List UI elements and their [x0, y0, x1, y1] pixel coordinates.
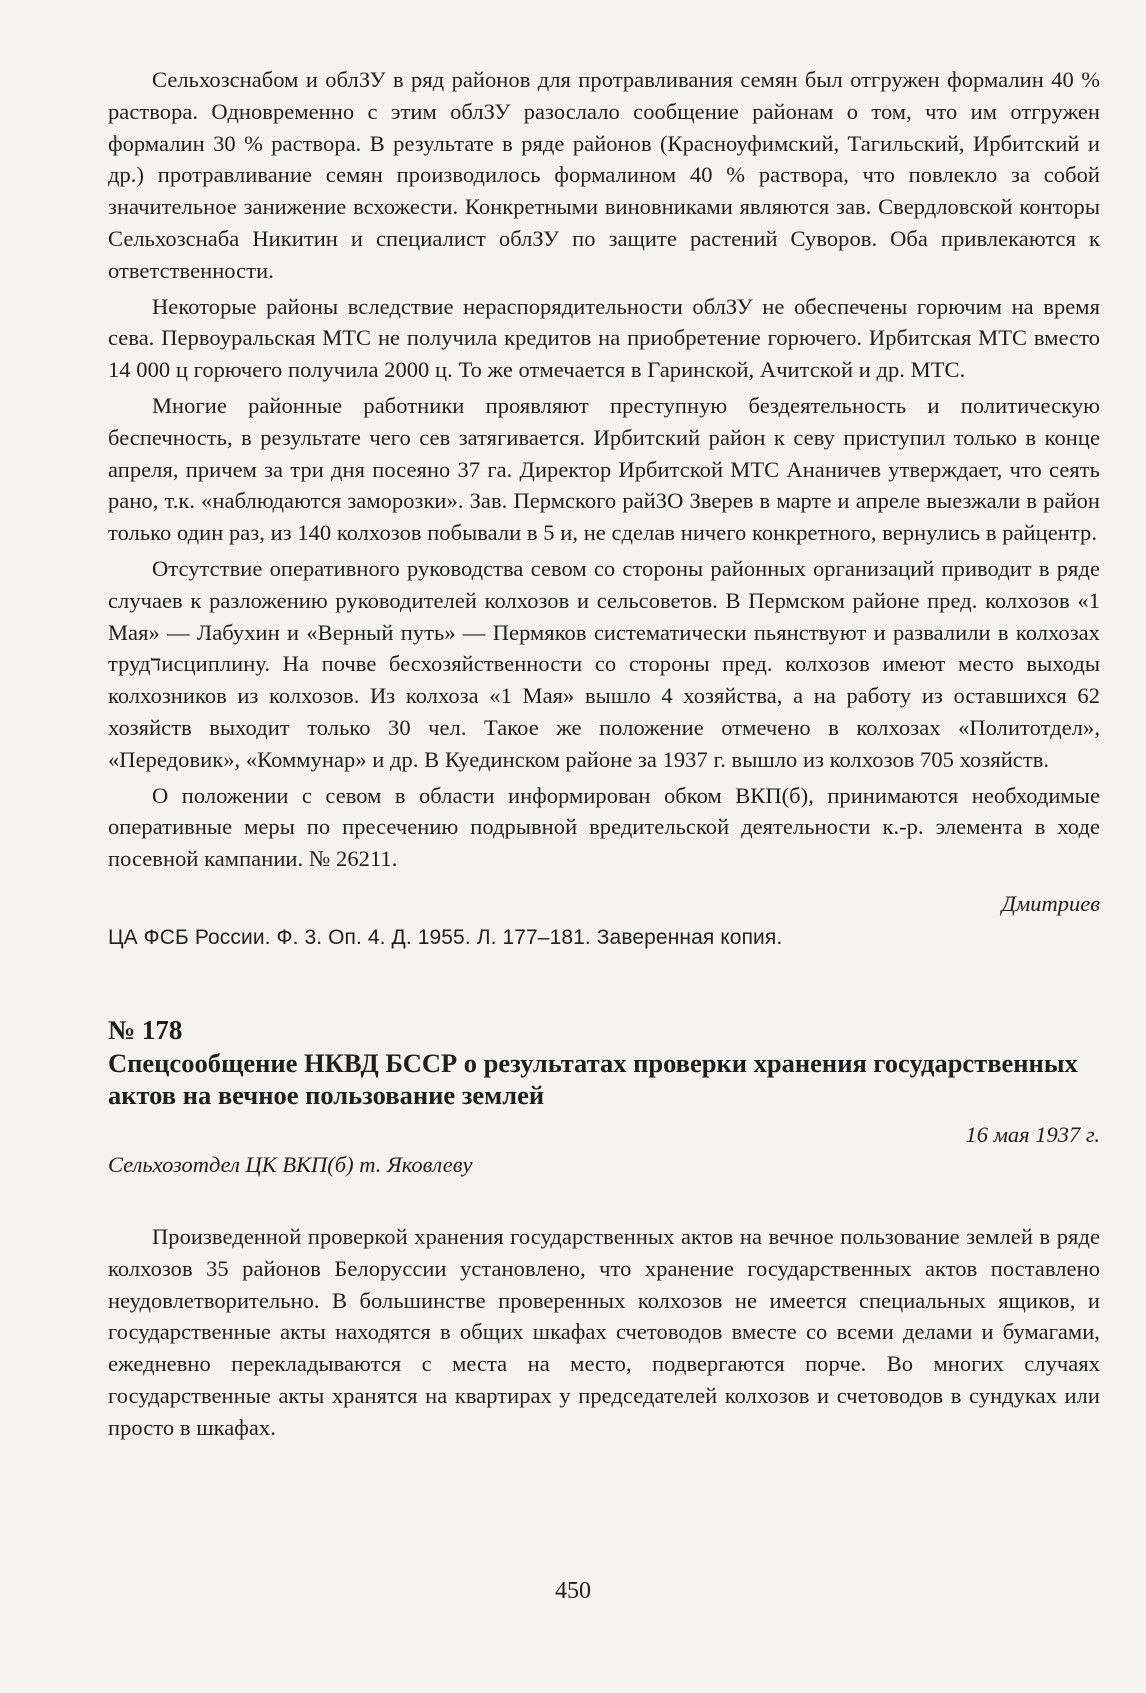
book-page: [108, 64, 1100, 1444]
signature: Дмитриев: [1001, 890, 1100, 916]
document-number: № 178: [108, 1014, 183, 1045]
archival-source: ЦА ФСБ России. Ф. 3. Оп. 4. Д. 1955. Л. 177–181. Заверенная копия.: [108, 925, 783, 949]
paragraph: О положении с севом в области информирован обком ВКП(б), принимаются необходимые оперативные меры по пресечению подрывной вредительской деятельности к.-р. элемента в ходе посевной кампании. № 26211.: [108, 782, 1100, 872]
page-number: 450: [555, 1578, 591, 1604]
paragraph: Некоторые районы вследствие нераспорядительности облЗУ не обеспечены горючим на время сева. Первоуральская МТС не получила кредитов на приобретение горючего. Ирбитская МТС вместо 14 000 ц горючего получила 2000 ц. То же отмечается в Гаринской, Ачитской и др. МТС.: [108, 293, 1100, 383]
paragraph: Отсутствие оперативного руководства севом со стороны районных организаций приводит в ряде случаев к разложению руководителей колхозов и сельсоветов. В Пермском районе пред. колхозов «1 Мая» — Лабухин и «Верный путь» — Пермяков систематически пьянствуют и развалили в колхозах трудדисциплину. На почве бесхозяйственности со стороны пред. колхозов имеют место выходы колхозников из колхозов. Из колхоза «1 Мая» вышло 4 хозяйства, а на работу из оставшихся 62 хозяйств выходит только 30 чел. Такое же положение отмечено в колхозах «Политотдел», «Передовик», «Коммунар» и др. В Куединском районе за 1937 г. вышло из колхозов 705 хозяйств.: [108, 555, 1100, 772]
document-title: Спецсообщение НКВД БССР о результатах проверки хранения государственных актов на вечное пользование землей: [108, 1047, 1078, 1110]
paragraph: Многие районные работники проявляют преступную бездеятельность и политическую беспечность, в результате чего сев затягивается. Ирбитский район к севу приступил только в конце апреля, причем за три дня посеяно 37 га. Директор Ирбитской МТС Ананичев утверждает, что сеять рано, т.к. «наблюдаются заморозки». Зав. Пермского райЗО Зверев в марте и апреле выезжали в район только один раз, из 140 колхозов побывали в 5 и, не сделав ничего конкретного, вернулись в райцентр.: [108, 392, 1100, 546]
document-body: [108, 1221, 1100, 1444]
paragraph: Произведенной проверкой хранения государственных актов на вечное пользование землей в ряде колхозов 35 районов Белоруссии установлено, что хранение государственных актов поставлено неудовлетворительно. В большинстве проверенных колхозов не имеется специальных ящиков, и государственные акты находятся в общих шкафах счетоводов вместе со всеми делами и бумагами, ежедневно перекладываются с места на место, подвергаются порче. Во многих случаях государственные акты хранятся на квартирах у председателей колхозов и счетоводов в сундуках или просто в шкафах.: [108, 1223, 1100, 1440]
document-addressee: Сельхозотдел ЦК ВКП(б) т. Яковлеву: [108, 1151, 473, 1177]
document-date: 16 мая 1937 г.: [965, 1121, 1100, 1147]
paragraph: Сельхозснабом и облЗУ в ряд районов для протравливания семян был отгружен формалин 40 % раствора. Одновременно с этим облЗУ разослало сообщение районам о том, что им отгружен формалин 30 % раствора. В результате в ряде районов (Красноуфимский, Тагильский, Ирбитский и др.) протравливание семян производилось формалином 40 % раствора, что повлекло за собой значительное занижение всхожести. Конкретными виновниками являются зав. Свердловской конторы Сельхозснаба Никитин и специалист облЗУ по защите растений Суворов. Оба привлекаются к ответственности.: [108, 67, 1100, 283]
